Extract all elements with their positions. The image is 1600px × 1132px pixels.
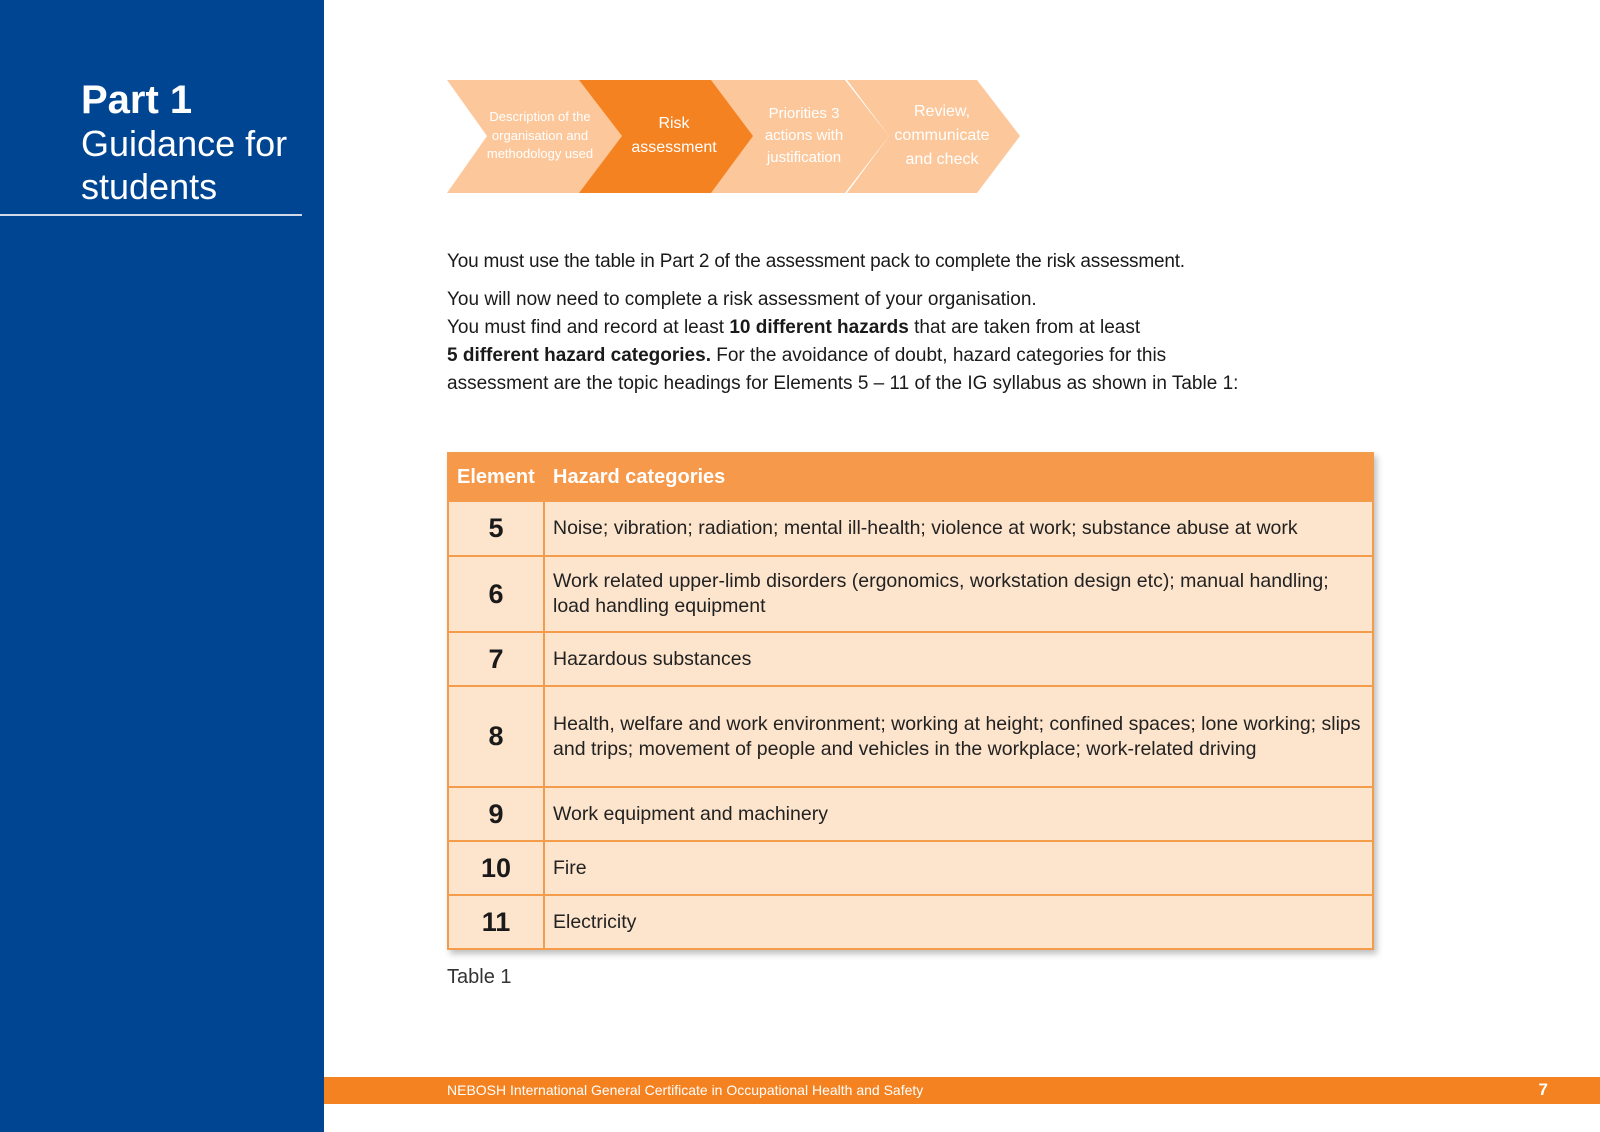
table-caption: Table 1 (447, 966, 512, 988)
table-row (448, 787, 1373, 841)
hazard-categories: Health, welfare and work environment; working at height; confined spaces; lone working; slips and trips; movement of people and vehicles in the workplace; work-related driving (544, 686, 1373, 787)
table-row (448, 501, 1373, 556)
intro-line-1: You will now need to complete a risk assessment of your organisation. (447, 289, 1037, 310)
step-label-4: Review, communicate and check (894, 103, 990, 168)
element-number: 11 (448, 895, 544, 949)
element-number: 9 (448, 787, 544, 841)
table-row (448, 686, 1373, 787)
intro-line-4: assessment are the topic headings for Elements 5 – 11 of the IG syllabus as shown in Table 1: (447, 373, 1239, 394)
hazard-table (447, 452, 1374, 950)
element-number: 5 (448, 501, 544, 556)
footer-bar (324, 1077, 1600, 1104)
sidebar-divider (0, 214, 302, 216)
table-row (448, 556, 1373, 632)
table-row (448, 841, 1373, 895)
hazard-categories: Work equipment and machinery (544, 787, 1373, 841)
hazard-categories: Hazardous substances (544, 632, 1373, 686)
step-label-1: Description of the organisation and methodology used (486, 109, 594, 162)
page-number: 7 (1538, 1080, 1548, 1099)
element-number: 8 (448, 686, 544, 787)
part-subtitle: Guidance for students (81, 123, 288, 207)
hazard-categories: Electricity (544, 895, 1373, 949)
header-element: Element (448, 453, 544, 501)
table-row (448, 895, 1373, 949)
header-categories: Hazard categories (544, 453, 1373, 501)
intro-category-count: 5 different hazard categories. (447, 345, 711, 366)
intro-lead: You must use the table in Part 2 of the assessment pack to complete the risk assessment. (447, 251, 1185, 272)
element-number: 7 (448, 632, 544, 686)
intro-text (447, 248, 1327, 398)
hazard-categories: Fire (544, 841, 1373, 895)
step-label-2: Risk assessment (631, 115, 717, 156)
element-number: 10 (448, 841, 544, 895)
intro-line-3-post: For the avoidance of doubt, hazard categories for this (710, 345, 1167, 366)
hazard-categories: Noise; vibration; radiation; mental ill-health; violence at work; substance abuse at work (544, 501, 1373, 556)
intro-line-3 (447, 342, 1327, 370)
process-flow (447, 80, 1027, 193)
table-header-row (448, 453, 1373, 501)
intro-line-2-post: that are taken from at least (908, 317, 1141, 338)
table-row (448, 632, 1373, 686)
element-number: 6 (448, 556, 544, 632)
intro-line-2-pre: You must find and record at least (447, 317, 730, 338)
step-label-3: Priorities 3 actions with justification (764, 105, 844, 166)
intro-hazard-count: 10 different hazards (729, 317, 909, 338)
hazard-categories: Work related upper-limb disorders (ergonomics, workstation design etc); manual handling; load handling equipment (544, 556, 1373, 632)
footer-text: NEBOSH International General Certificate in Occupational Health and Safety (447, 1082, 924, 1098)
part-title: Part 1 (81, 78, 193, 122)
intro-line-2 (447, 314, 1327, 342)
sidebar (0, 0, 324, 1132)
